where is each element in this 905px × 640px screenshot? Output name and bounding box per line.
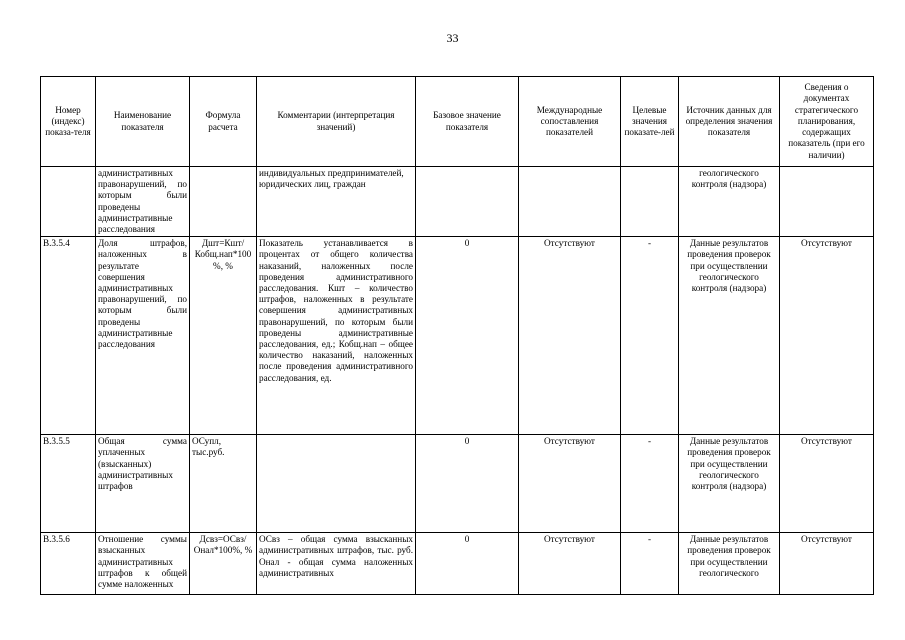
- cell-name: Доля штрафов, наложенных в результате совершения административных правонарушений, по которым были проведены административные расследования: [96, 237, 190, 435]
- cell-international: Отсутствуют: [519, 533, 621, 595]
- header-comment: Комментарии (интерпретация значений): [257, 77, 416, 167]
- table-row: [41, 237, 874, 435]
- cell-target: -: [621, 237, 679, 435]
- indicators-table: [40, 76, 874, 595]
- cell-documents: Отсутствуют: [780, 435, 874, 533]
- cell-index: В.3.5.5: [41, 435, 96, 533]
- header-row: [41, 77, 874, 167]
- header-base-value: Базовое значение показателя: [416, 77, 519, 167]
- cell-formula: Дшт=Кшт/Кобщ.нап*100 %, %: [190, 237, 257, 435]
- cell-international: Отсутствуют: [519, 435, 621, 533]
- cell-comment: индивидуальных предпринимателей, юридических лиц, граждан: [257, 167, 416, 237]
- cell-name: Отношение суммы взысканных административных штрафов к общей сумме наложенных: [96, 533, 190, 595]
- cell-target: -: [621, 435, 679, 533]
- cell-documents: [780, 167, 874, 237]
- page-number: 33: [446, 31, 459, 45]
- cell-documents: Отсутствуют: [780, 237, 874, 435]
- header-international: Международные сопоставления показателей: [519, 77, 621, 167]
- header-name: Наименование показателя: [96, 77, 190, 167]
- cell-formula: ОСупл, тыс.руб.: [190, 435, 257, 533]
- cell-base-value: [416, 167, 519, 237]
- cell-target: [621, 167, 679, 237]
- header-index: Номер (индекс) показа-теля: [41, 77, 96, 167]
- cell-base-value: 0: [416, 237, 519, 435]
- cell-international: [519, 167, 621, 237]
- table-row: [41, 435, 874, 533]
- header-source: Источник данных для определения значения показателя: [679, 77, 780, 167]
- cell-name: административных правонарушений, по которым были проведены административные расследования: [96, 167, 190, 237]
- cell-index: В.3.5.6: [41, 533, 96, 595]
- cell-source: геологического контроля (надзора): [679, 167, 780, 237]
- cell-comment: ОСвз – общая сумма взысканных административных штрафов, тыс. руб. Онал - общая сумма наложенных административных: [257, 533, 416, 595]
- cell-source: Данные результатов проведения проверок при осуществлении геологического контроля (надзора): [679, 237, 780, 435]
- cell-comment: [257, 435, 416, 533]
- cell-documents: Отсутствуют: [780, 533, 874, 595]
- cell-target: -: [621, 533, 679, 595]
- table-row: [41, 533, 874, 595]
- cell-base-value: 0: [416, 435, 519, 533]
- header-target: Целевые значения показате-лей: [621, 77, 679, 167]
- cell-source: Данные результатов проведения проверок при осуществлении геологического контроля (надзора): [679, 435, 780, 533]
- cell-index: В.3.5.4: [41, 237, 96, 435]
- cell-base-value: 0: [416, 533, 519, 595]
- cell-formula: Дсвз=ОСвз/Онал*100%, %: [190, 533, 257, 595]
- cell-formula: [190, 167, 257, 237]
- cell-comment: Показатель устанавливается в процентах от общего количества наказаний, наложенных после проведения административного расследования. Кшт – количество штрафов, наложенных в результате совершения административных правонарушений, по которым были проведены административные расследования, ед.; Кобщ.нап – общее количество наказаний, наложенных после проведения административного расследования, ед.: [257, 237, 416, 435]
- table-row: [41, 167, 874, 237]
- cell-index: [41, 167, 96, 237]
- cell-source: Данные результатов проведения проверок при осуществлении геологического: [679, 533, 780, 595]
- header-documents: Сведения о документах стратегического планирования, содержащих показатель (при его наличии): [780, 77, 874, 167]
- cell-international: Отсутствуют: [519, 237, 621, 435]
- header-formula: Формула расчета: [190, 77, 257, 167]
- cell-name: Общая сумма уплаченных (взысканных) административных штрафов: [96, 435, 190, 533]
